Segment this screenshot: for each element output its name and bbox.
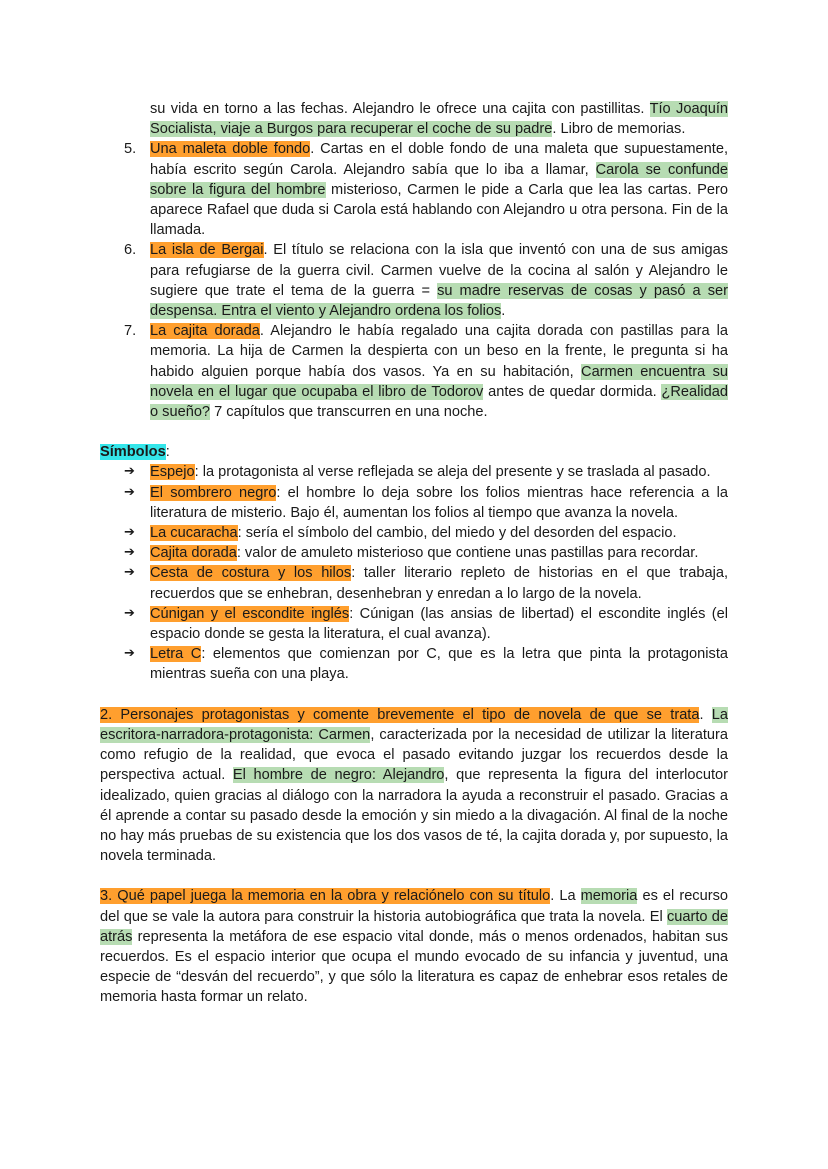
- text-run: representa la metáfora de ese espacio vital donde, más o menos ordenados, habitan sus recuerdos. Es el espacio interior que ocupa el mundo evocado de su infancia y juventud, una especie de “desván del recuerdo”, y que sólo la literatura es capaz de enhebrar esos retales de memoria hasta formar un relato.: [100, 928, 728, 1006]
- symbol-item-letra-c: [124, 644, 728, 684]
- list-number: 5.: [124, 141, 137, 158]
- arrow-icon: ➔: [124, 605, 135, 621]
- question-highlight: 2. Personajes protagonistas y comente brevemente el tipo de novela de que se trata: [100, 706, 700, 723]
- text-run: misterioso, Carmen le pide a Carla que lea las cartas. Pero aparece Rafael que duda si Carola está hablando con Alejandro u otra persona. Fin de la llamada.: [150, 181, 729, 239]
- text-run: . Alejandro le había regalado una cajita dorada con pastillas para la memoria. La hija de Carmen la despierta con un beso en la frente, le pregunta si ha habido alguien porque había dos vasos. Ya en su habitación,: [150, 323, 729, 380]
- symbol-term-highlight: Letra C: [150, 646, 202, 663]
- chapter-list: [100, 99, 728, 422]
- text-run: : sería el símbolo del cambio, del miedo y del desorden del espacio.: [237, 525, 677, 542]
- text-run: 7 capítulos que transcurren en una noche.: [210, 404, 488, 421]
- highlight-green: ¿Realidad o sueño?: [150, 383, 728, 421]
- symbol-item-espejo: [124, 462, 728, 482]
- symbol-term-highlight: Espejo: [150, 464, 195, 481]
- text-run: , caracterizada por la necesidad de utilizar la literatura como refugio de la realidad, que evoca el pasado evitando juzgar los recuerdos desde la perspectiva actual.: [100, 726, 729, 784]
- symbol-item-cajita: [124, 543, 728, 563]
- section-3-paragraph: [100, 886, 728, 1007]
- text-run: : Cúnigan (las ansias de libertad) el escondite inglés (el espacio donde se gesta la literatura, el cual avanza).: [150, 605, 729, 643]
- arrow-icon: ➔: [124, 545, 135, 561]
- text-run: . Cartas en el doble fondo de una maleta que supuestamente, había escrito según Carola. Alejandro sabía que lo iba a llamar,: [150, 141, 729, 178]
- symbols-heading: [100, 442, 728, 462]
- chapter-item-5: [124, 139, 729, 240]
- chapter-item-6: [124, 240, 728, 321]
- chapter-title-highlight: La cajita dorada: [150, 323, 260, 340]
- text-run: : el hombre lo deja sobre los folios mientras hace referencia a la literatura de misterio. Bajo él, aumentan los folios al tiempo que avanza la novela.: [150, 484, 728, 521]
- symbols-list: [100, 462, 728, 684]
- text-run: , que representa la figura del interlocutor idealizado, quien gracias al diálogo con la narradora la ayuda a reconstruir el pasado. Gracias a él aprende a contar su pasado desde la emoción y sin miedo a la divagación. Al final de la noche no hay más pruebas de su existencia que los dos vasos de té, la cajita dorada y, por supuesto, la novela terminada.: [100, 767, 728, 865]
- symbol-item-sombrero: [124, 483, 728, 523]
- highlight-green: Tío Joaquín Socialista, viaje a Burgos para recuperar el coche de su padre: [150, 101, 728, 138]
- list-number: 7.: [124, 323, 137, 340]
- text-run: . La: [550, 888, 581, 905]
- text-run: : valor de amuleto misterioso que contiene unas pastillas para recordar.: [236, 545, 699, 562]
- chapter-item-7: [124, 321, 729, 422]
- symbol-term-highlight: La cucaracha: [150, 525, 238, 542]
- list-number: 6.: [124, 242, 137, 259]
- text-run: antes de quedar dormida.: [483, 383, 662, 400]
- highlight-green: El hombre de negro: Alejandro: [232, 767, 445, 784]
- text-run: : la protagonista al verse reflejada se aleja del presente y se traslada al pasado.: [194, 464, 711, 481]
- text-run: .: [699, 706, 712, 723]
- arrow-icon: ➔: [124, 464, 135, 480]
- text-run: :: [165, 444, 170, 461]
- highlight-green: Carmen encuentra su novela en el lugar que ocupaba el libro de Todorov: [150, 363, 729, 400]
- list-item-continuation: [150, 99, 728, 139]
- arrow-icon: ➔: [124, 484, 135, 500]
- highlight-green: La escritora-narradora-protagonista: Carmen: [100, 706, 729, 743]
- highlight-green: Carola se confunde sobre la figura del hombre: [150, 161, 729, 198]
- symbol-item-cucaracha: [124, 523, 728, 543]
- symbol-term-highlight: El sombrero negro: [150, 484, 277, 501]
- question-highlight: 3. Qué papel juega la memoria en la obra y relaciónelo con su título: [100, 888, 551, 905]
- highlight-green: su madre reservas de cosas y pasó a ser despensa. Entra el viento y Alejandro ordena los folios: [150, 282, 728, 320]
- symbols-heading-highlight: Símbolos: [100, 444, 166, 461]
- chapter-title-highlight: Una maleta doble fondo: [150, 141, 311, 158]
- chapter-title-highlight: La isla de Bergai: [150, 242, 264, 259]
- text-run: . Libro de memorias.: [552, 121, 686, 138]
- document-page: [100, 99, 728, 1008]
- arrow-icon: ➔: [124, 525, 135, 541]
- text-run: . El título se relaciona con la isla que inventó con una de sus amigas para refugiarse de la guerra civil. Carmen vuelve de la cocina al salón y Alejandro le sugiere que trate el tema de la guerra =: [150, 242, 728, 299]
- highlight-green: memoria: [580, 888, 638, 905]
- arrow-icon: ➔: [124, 646, 135, 662]
- text-run: : elementos que comienzan por C, que es la letra que pinta la protagonista mientras sueña con una playa.: [150, 646, 728, 683]
- symbol-term-highlight: Cesta de costura y los hilos: [150, 565, 352, 582]
- section-2-paragraph: [100, 705, 728, 867]
- text-run: es el recurso del que se vale la autora para construir la historia autobiográfica que trata la novela. El: [100, 888, 728, 925]
- arrow-icon: ➔: [124, 565, 135, 581]
- text-run: su vida en torno a las fechas. Alejandro le ofrece una cajita con pastillitas.: [150, 101, 650, 117]
- symbol-term-highlight: Cúnigan y el escondite inglés: [150, 605, 350, 622]
- text-run: .: [501, 303, 506, 320]
- symbol-term-highlight: Cajita dorada: [150, 545, 237, 562]
- text-run: : taller literario repleto de historias en el que trabaja, recuerdos que se enhebran, desenhebran y enredan a lo largo de la novela.: [150, 565, 729, 602]
- symbol-item-cunigan: [124, 604, 729, 644]
- symbol-item-cesta: [124, 563, 729, 603]
- highlight-green: cuarto de atrás: [100, 908, 728, 945]
